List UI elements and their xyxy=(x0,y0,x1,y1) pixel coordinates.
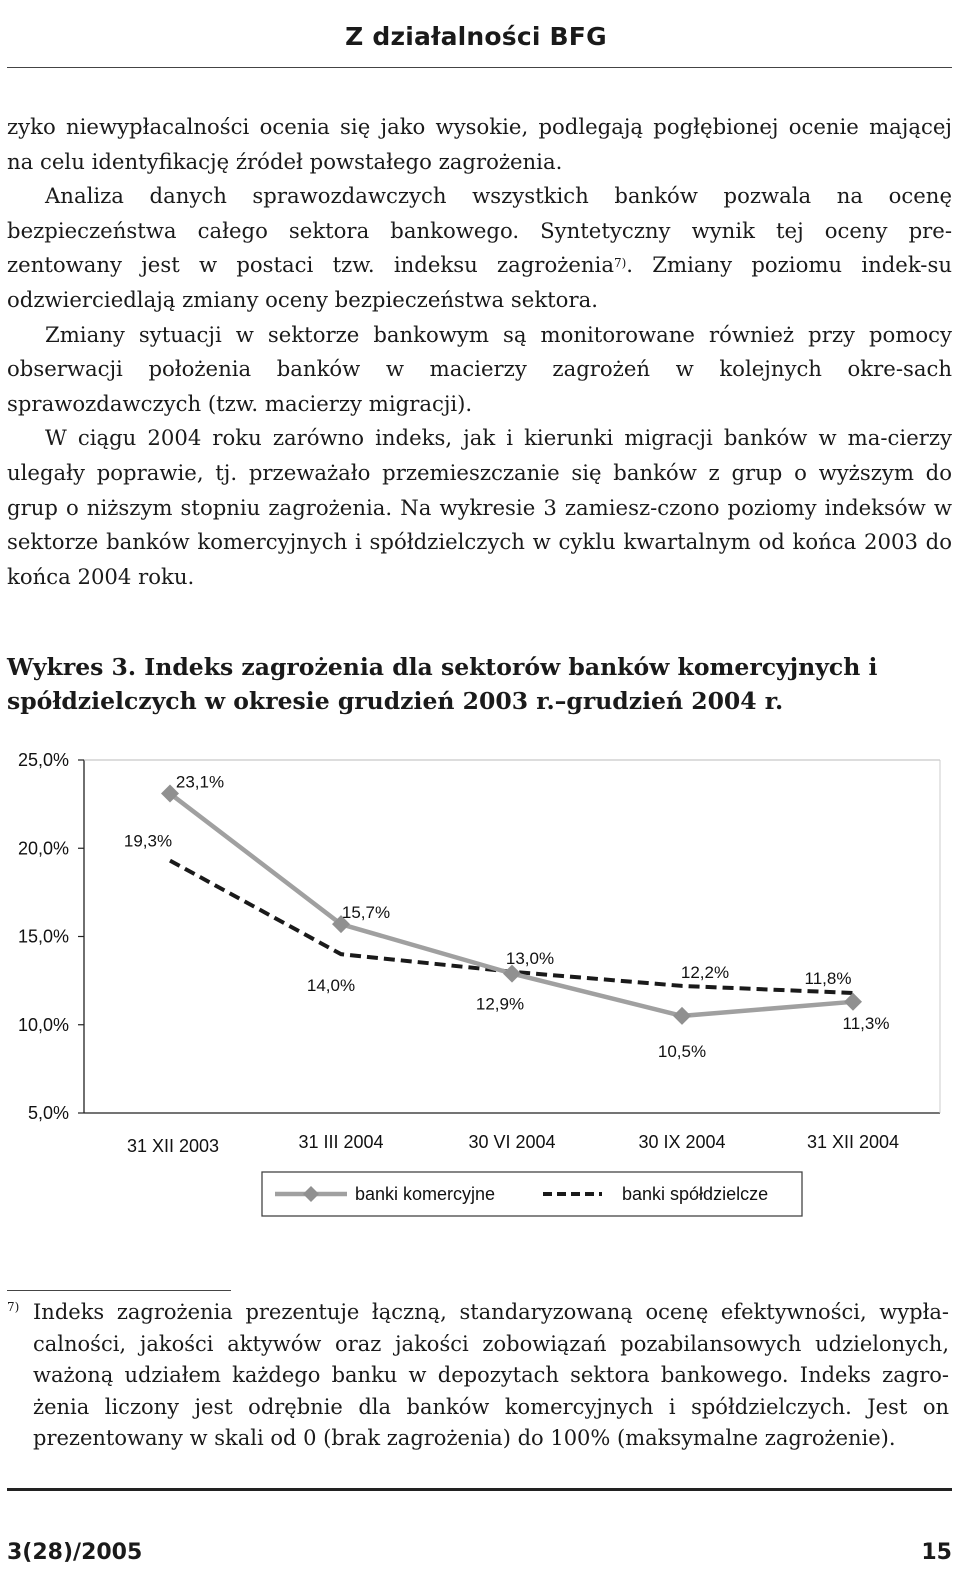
legend-label-komercyjne: banki komercyjne xyxy=(355,1184,496,1204)
data-label-komercyjne: 12,9% xyxy=(475,994,525,1014)
x-tick-label: 31 XII 2003 xyxy=(126,1136,220,1156)
data-label-spoldzielcze: 12,2% xyxy=(680,962,730,982)
issue-number: 3(28)/2005 xyxy=(7,1540,143,1565)
point-komercyjne xyxy=(673,1007,691,1025)
data-label-komercyjne: 15,7% xyxy=(341,903,391,923)
data-label-spoldzielcze: 19,3% xyxy=(123,831,173,851)
legend-label-spoldzielcze: banki spółdzielcze xyxy=(622,1184,769,1204)
paragraph-2-tail: . Zmiany poziomu indek-su odzwierciedlają zmiany oceny bezpieczeństwa sektora. xyxy=(7,252,952,312)
x-tick-label: 30 IX 2004 xyxy=(638,1132,726,1152)
series-line-komercyjne xyxy=(170,794,853,1016)
figure-title: Wykres 3. Indeks zagrożenia dla sektorów banków komercyjnych i spółdzielczych w okresie grudzień 2003 r.–grudzień 2004 r. xyxy=(7,653,878,715)
data-label-komercyjne: 23,1% xyxy=(175,772,225,792)
y-tick-label: 20,0% xyxy=(17,838,69,859)
body-text xyxy=(7,110,952,594)
x-tick-label: 30 VI 2004 xyxy=(468,1132,556,1152)
line-chart xyxy=(0,745,960,1225)
x-tick-label: 31 XII 2004 xyxy=(806,1132,900,1152)
footnote-mark: 7) xyxy=(7,1300,20,1314)
footnote-reference: 7) xyxy=(613,256,627,271)
x-tick-label: 31 III 2004 xyxy=(298,1132,384,1152)
footer-rule xyxy=(7,1488,952,1491)
page-number: 15 xyxy=(921,1540,952,1565)
footnote-text: Indeks zagrożenia prezentuje łączną, standaryzowaną ocenę efektywności, wypła-calności, jakości aktywów oraz jakości zobowiązań pozabilansowych udzielonych, ważoną udziałem każdego banku w depozytach sektora bankowego. Indeks zagro-żenia liczony jest odrębnie dla banków komercyjnych i spółdzielczych. Jest on prezentowany w skali od 0 (brak zagrożenia) do 100% (maksymalne zagrożenie). xyxy=(33,1300,949,1450)
point-komercyjne xyxy=(844,993,862,1011)
paragraph-1: zyko niewypłacalności ocenia się jako wysokie, podlegają pogłębionej ocenie mającej na celu identyfikację źródeł powstałego zagrożenia. xyxy=(7,114,952,174)
data-label-komercyjne: 10,5% xyxy=(657,1041,707,1061)
y-tick-label: 10,0% xyxy=(17,1014,69,1035)
footnote-rule xyxy=(7,1290,231,1291)
data-label-spoldzielcze: 14,0% xyxy=(306,976,356,996)
y-tick-label: 25,0% xyxy=(17,750,69,770)
y-tick-label: 5,0% xyxy=(27,1103,69,1123)
data-label-spoldzielcze: 13,0% xyxy=(505,948,555,968)
running-header: Z działalności BFG xyxy=(345,22,607,51)
header-rule xyxy=(7,67,952,68)
y-tick-label: 15,0% xyxy=(17,926,69,947)
data-label-komercyjne: 11,3% xyxy=(842,1013,890,1033)
paragraph-2 xyxy=(7,179,952,317)
paragraph-2-text: Analiza danych sprawozdawczych wszystkich banków pozwala na ocenę bezpieczeństwa całego sektora bankowego. Syntetyczny wynik tej oceny pre-zentowany jest w postaci tzw. indeksu zagrożenia xyxy=(7,183,952,278)
paragraph-3: Zmiany sytuacji w sektorze bankowym są monitorowane również przy pomocy obserwacji położenia banków w macierzy zagrożeń w kolejnych okre-sach sprawozdawczych (tzw. macierzy migracji). xyxy=(7,321,952,416)
paragraph-4: W ciągu 2004 roku zarówno indeks, jak i kierunki migracji banków w ma-cierzy ulegały poprawie, tj. przeważało przemieszczanie się banków z grup o wyższym do grup o niższym stopniu zagrożenia. Na wykresie 3 zamiesz-czono poziomy indeksów w sektorze banków komercyjnych i spółdzielczych w cyklu kwartalnym od końca 2003 do końca 2004 roku. xyxy=(7,425,952,589)
data-label-spoldzielcze: 11,8% xyxy=(804,968,852,988)
